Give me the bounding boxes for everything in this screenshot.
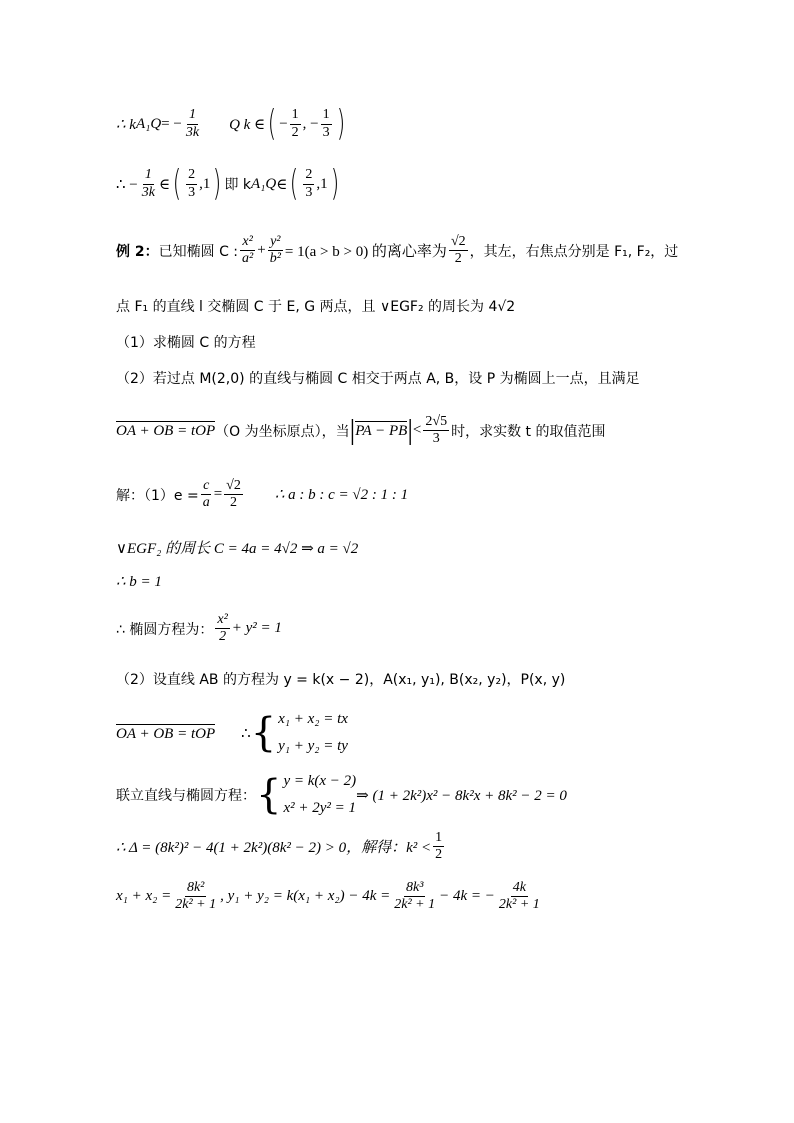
fraction: $\frac{√2}{2}$ xyxy=(450,234,466,267)
fraction: $\frac{\text{x²}}{2}$ xyxy=(217,612,228,645)
fraction: $\frac{1}{3k}$ xyxy=(185,107,200,140)
equation-system: y = k(x − 2) x² + 2y² = 1 xyxy=(283,773,357,816)
fraction: $\frac{\text{x²}}{\text{a²}}$ xyxy=(242,234,254,267)
example-2-line-2: 点 F₁ 的直线 l 交椭圆 C 于 E, G 两点，且 ∨EGF₂ 的周长为 4√2 xyxy=(116,299,516,315)
fraction: $\frac{4k}{\text{2k² + 1}}$ xyxy=(498,880,540,913)
line-k-range: ∴ − $\frac{1}{3k}$ ∈ ( $\frac{2}{3}$ ,1 ) 即 k A₁Q ∈ ( $\frac{2}{3}$ ,1 ) xyxy=(116,163,339,204)
fraction: $\frac{\text{8k²}}{\text{2k² + 1}}$ xyxy=(175,880,217,913)
fraction: $\frac{√2}{2}$ xyxy=(226,478,241,511)
line-k-a1q: ∴ k A₁Q = − $\frac{1}{3k}$ Q k ∈ ( − $\frac{1}{2}$ , − $\frac{1}{3}$ ) xyxy=(116,103,345,144)
fraction: $\frac{1}{3}$ xyxy=(322,107,330,140)
question-2-condition: OA + OB = tOP （O 为坐标原点），当 | PA − PB | < $\frac{2√5}{3}$ 时，求实数 t 的取值范围 xyxy=(116,414,606,447)
solution-combined: 联立直线与椭圆方程： { y = k(x − 2) x² + 2y² = 1 ⇒ (1 + 2k²)x² − 8k²x + 8k² − 2 = 0 xyxy=(116,768,567,822)
equation-system: x₁ + x₂ = tx y₁ + y₂ = ty xyxy=(278,711,348,754)
solution-2-setup: （2）设直线 AB 的方程为 y = k(x − 2)，A(x₁, y₁), B(x₂, y₂)，P(x, y) xyxy=(116,672,566,688)
solution-ellipse-equation: ∴ 椭圆方程为： $\frac{\text{x²}}{2}$ + y² = 1 xyxy=(116,612,282,645)
solution-vector-system: OA + OB = tOP ∴ { x₁ + x₂ = tx y₁ + y₂ = ty xyxy=(116,706,348,760)
example-2-line-1: 例 2： 已知椭圆 C : $\frac{\text{x²}}{\text{a²}}$ + $\frac{\text{y²}}{\text{b²}}$ = 1(a > b > 0) 的离心率为 $\frac{√2}{2}$ ，其左，右焦点分别是 F₁, F₂，过 xyxy=(116,234,679,267)
fraction: $\frac{2}{3}$ xyxy=(305,167,313,200)
solution-b: ∴ b = 1 xyxy=(116,574,162,590)
fraction: $\frac{1}{2}$ xyxy=(435,830,443,863)
fraction: $\frac{2}{3}$ xyxy=(188,167,196,200)
question-2: （2）若过点 M(2,0) 的直线与椭圆 C 相交于两点 A, B，设 P 为椭圆上一点，且满足 xyxy=(116,371,640,387)
fraction: $\frac{c}{a}$ xyxy=(202,478,210,511)
solution-discriminant: ∴ Δ = (8k²)² − 4(1 + 2k²)(8k² − 2) > 0，解得：k² < $\frac{1}{2}$ xyxy=(116,830,443,863)
fraction: $\frac{\text{8k³}}{\text{2k² + 1}}$ xyxy=(394,880,436,913)
question-1: （1）求椭圆 C 的方程 xyxy=(116,335,256,351)
fraction: $\frac{1}{2}$ xyxy=(291,107,299,140)
solution-1: 解：（1）e = $\frac{c}{a}$ = $\frac{√2}{2}$ ∴ a : b : c = √2 : 1 : 1 xyxy=(116,478,409,511)
solution-vieta: x₁ + x₂ = $\frac{\text{8k²}}{\text{2k² + 1}}$ , y₁ + y₂ = k(x₁ + x₂) − 4k = $\frac{\text{8k³}}{\text{2k² + 1}}$ − 4k = − $\frac{4k}{\text{2k² + 1}}$ xyxy=(116,880,540,913)
fraction: $\frac{2√5}{3}$ xyxy=(425,414,448,447)
fraction: $\frac{\text{y²}}{\text{b²}}$ xyxy=(269,234,281,267)
solution-perimeter: ∨EGF₂ 的周长 C = 4a = 4√2 ⇒ a = √2 xyxy=(116,541,359,557)
fraction: $\frac{1}{3k}$ xyxy=(141,167,155,200)
